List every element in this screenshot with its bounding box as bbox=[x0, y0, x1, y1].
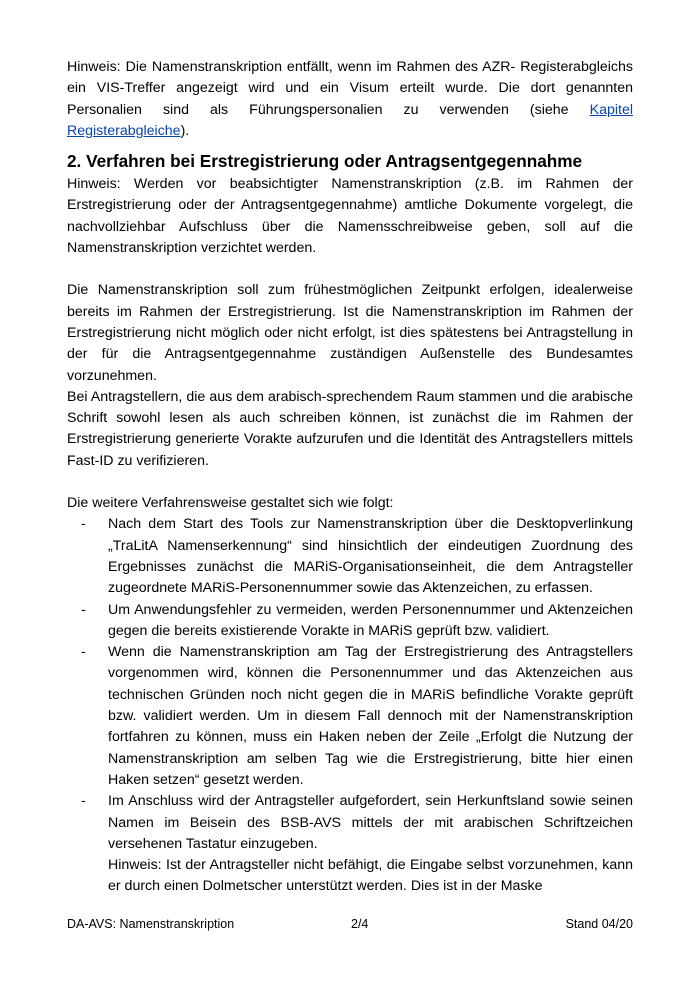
footer-document-title: DA-AVS: Namenstranskription bbox=[67, 917, 235, 931]
list-item: - Wenn die Namenstranskription am Tag der Erstregistrierung des Antragstellers vorgenommen wird, können die Personennummer und das Aktenzeichen aus technischen Gründen noch nicht gegen die in MARiS befindliche Vorakte geprüft bzw. validiert werden. Um in diesem Fall dennoch mit der Namenstranskription fortfahren zu können, muss ein Haken neben der Zeile „Erfolgt die Nutzung der Namenstranskription am selben Tag wie die Erstregistrierung, bitte hier einen Haken setzen“ gesetzt werden. bbox=[81, 642, 633, 791]
spacer bbox=[67, 472, 633, 493]
footer-version: Stand 04/20 bbox=[565, 917, 633, 931]
hinweis-text: Hinweis: Die Namenstranskription entfällt, wenn im Rahmen des AZR- Registerabgleichs ein VIS-Treffer angezeigt wird und ein Visum erteilt wurde. Die dort genannten Personalien sind als Führungspersonalien zu verwenden (siehe bbox=[67, 59, 633, 118]
list-item-hinweis: Hinweis: Ist der Antragsteller nicht befähigt, die Eingabe selbst vorzunehmen, kann er durch einen Dolmetscher unterstützt werden. Dies ist in der Maske bbox=[108, 857, 633, 895]
procedure-list bbox=[67, 514, 633, 897]
paragraph-arabisch: Bei Antragstellern, die aus dem arabisch-sprechendem Raum stammen und die arabische Schrift sowohl lesen als auch schreiben können, ist zunächst die im Rahmen der Erstregistrierung generierte Vorakte aufzurufen und die Identität des Antragstellers mittels Fast-ID zu verifizieren. bbox=[67, 388, 633, 469]
hinweis-avs-registerabgleich bbox=[67, 57, 633, 142]
paragraph-zeitpunkt: Die Namenstranskription soll zum frühestmöglichen Zeitpunkt erfolgen, idealerweise bereits im Rahmen der Erstregistrierung. Ist die Namenstranskription im Rahmen der Erstregistrierung nicht möglich oder nicht erfolgt, ist dies spätestens bei Antragstellung in der für die Antragsentgegennahme zuständigen Außenstelle des Bundesamtes vorzunehmen. bbox=[67, 282, 633, 384]
section-heading: 2. Verfahren bei Erstregistrierung oder Antragsentgegennahme bbox=[67, 151, 583, 172]
footer-page-number: 2/4 bbox=[351, 917, 369, 931]
spacer bbox=[67, 259, 633, 280]
kapitel-registerabgleiche-link[interactable]: Kapitel Registerabgleiche bbox=[67, 101, 633, 139]
list-item: - Um Anwendungsfehler zu vermeiden, werden Personennummer und Aktenzeichen gegen die bereits existierende Vorakte in MARiS geprüft bzw. validiert. bbox=[81, 600, 633, 643]
section-hinweis: Hinweis: Werden vor beabsichtigter Namenstranskription (z.B. im Rahmen der Erstregistrierung oder der Antragsentgegennahme) amtliche Dokumente vorgelegt, die nachvollziehbar Aufschluss über die Namensschreibweise geben, soll auf die Namenstranskription verzichtet werden. bbox=[67, 176, 633, 257]
list-item: - Im Anschluss wird der Antragsteller aufgefordert, sein Herkunftsland sowie seinen Namen im Beisein des BSB-AVS mittels der mit arabischen Schriftzeichen versehenen Tastatur einzugeben. Hinweis: Ist der Antragsteller nicht befähigt, die Eingabe selbst vorzunehmen, kann er durch einen Dolmetscher unterstützt werden. Dies ist in der Maske bbox=[81, 791, 633, 897]
document-body bbox=[67, 57, 633, 898]
procedure-intro: Die weitere Verfahrensweise gestaltet sich wie folgt: bbox=[67, 495, 394, 512]
list-item: - Nach dem Start des Tools zur Namenstranskription über die Desktopverlinkung „TraLitA Namenserkennung“ sind hinsichtlich der eindeutigen Zuordnung des Ergebnisses zunächst die MARiS-Organisationseinheit, die dem Antragsteller zugeordnete MARiS-Personennummer sowie das Aktenzeichen, zu erfassen. bbox=[81, 514, 633, 599]
hinweis-suffix: ). bbox=[180, 122, 190, 139]
